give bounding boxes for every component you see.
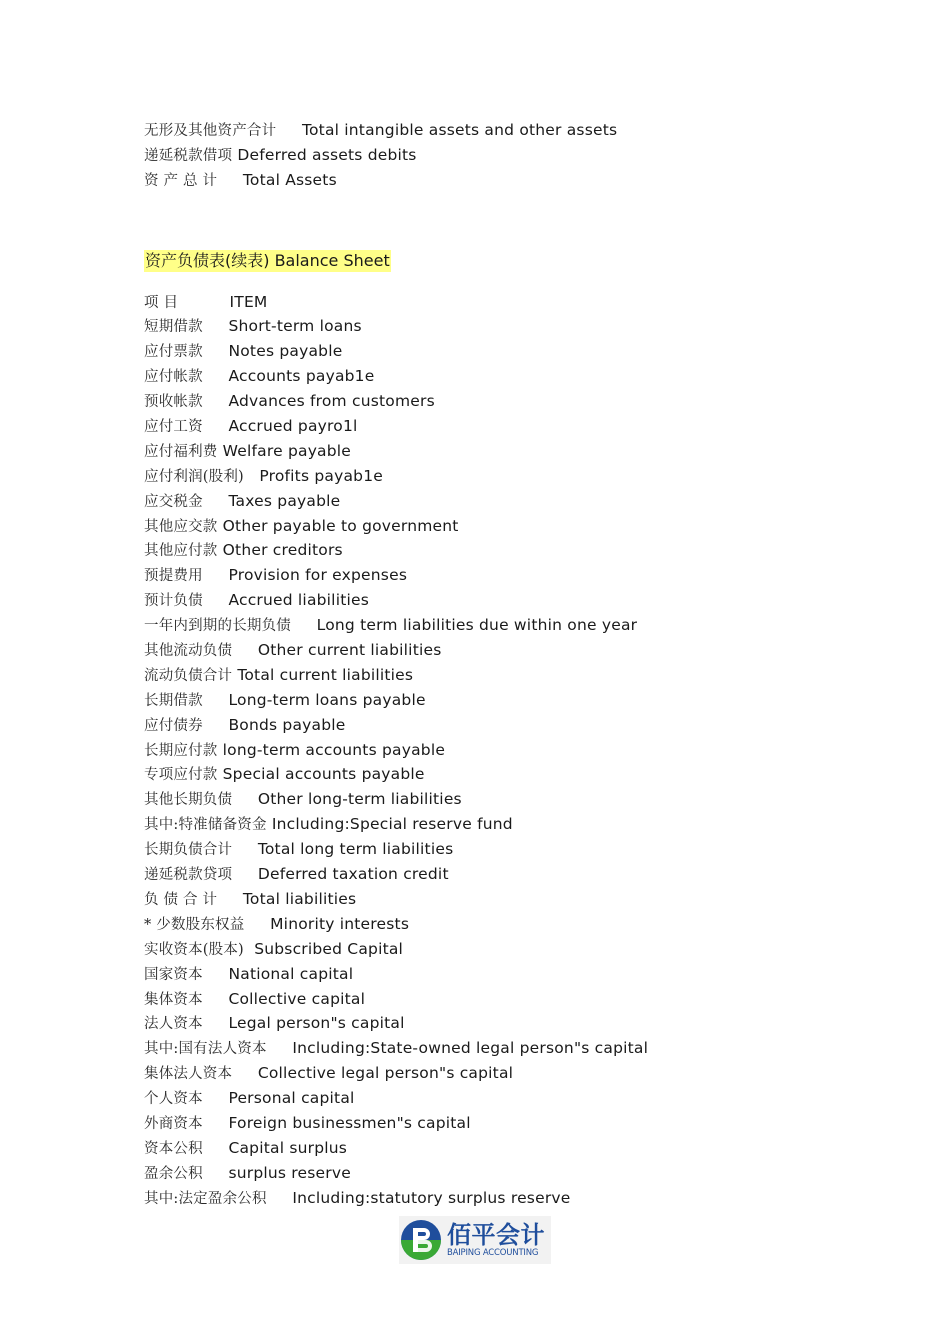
term-chinese: 其中:国有法人资本 [144, 1041, 267, 1058]
term-english: Accrued payro1l [228, 417, 358, 436]
term-english: Accounts payab1e [228, 367, 375, 386]
term-chinese: 应付利润(股利) [144, 468, 244, 485]
term-english: Collective legal person"s capital [257, 1064, 514, 1083]
term-list [144, 290, 844, 1211]
term-english: Total liabilities [242, 889, 357, 908]
term-separator [203, 990, 229, 1008]
term-english: Long-term loans payable [228, 690, 426, 709]
term-chinese: 长期借款 [144, 692, 203, 709]
term-english: Special accounts payable [222, 765, 425, 784]
term-line-item [144, 1111, 844, 1136]
term-separator [203, 1139, 229, 1157]
term-english: Deferred assets debits [237, 145, 417, 164]
term-line-item [144, 339, 844, 364]
term-english: Other long-term liabilities [257, 790, 462, 809]
section-title: 资产负债表(续表) Balance Sheet [145, 250, 390, 270]
term-chinese: 应付债券 [144, 717, 203, 734]
term-line-item [144, 414, 844, 439]
term-english: Bonds payable [228, 715, 346, 734]
term-separator [244, 467, 259, 485]
top-lines-block [144, 118, 844, 193]
term-english: Taxes payable [228, 491, 341, 510]
term-chinese: 其他应付款 [144, 543, 218, 560]
term-english: long-term accounts payable [222, 740, 446, 759]
term-english: Long term liabilities due within one year [316, 616, 638, 635]
term-english: Subscribed Capital [254, 939, 404, 958]
term-separator [178, 293, 229, 311]
term-line-item [144, 563, 844, 588]
term-separator [203, 691, 229, 709]
term-separator [203, 342, 229, 360]
term-english: National capital [228, 964, 354, 983]
section-title-row [144, 249, 844, 274]
term-chinese: 其他应交款 [144, 518, 218, 535]
term-separator [267, 1189, 293, 1207]
term-english: Total current liabilities [237, 665, 414, 684]
term-chinese: 其中:法定盈余公积 [144, 1190, 267, 1207]
term-chinese: 专项应付款 [144, 767, 218, 784]
term-chinese: 实收资本(股本) [144, 941, 244, 958]
term-chinese: 预收帐款 [144, 394, 203, 411]
term-english: Total Assets [242, 170, 337, 189]
term-line-item [144, 987, 844, 1012]
top-line-item [144, 118, 844, 143]
term-chinese: 预提费用 [144, 568, 203, 585]
term-english: Other payable to government [222, 516, 459, 535]
term-line-item [144, 688, 844, 713]
term-separator [203, 492, 229, 510]
term-chinese: 法人资本 [144, 1016, 203, 1033]
term-separator [232, 1064, 258, 1082]
term-chinese: 负 债 合 计 [144, 891, 218, 908]
term-separator [203, 566, 229, 584]
term-line-item [144, 713, 844, 738]
term-line-item [144, 290, 844, 315]
term-line-item [144, 837, 844, 862]
term-line-item [144, 1011, 844, 1036]
term-chinese: 长期负债合计 [144, 842, 233, 859]
term-line-item [144, 1136, 844, 1161]
term-separator [203, 317, 229, 335]
term-chinese: 递延税款借项 [144, 147, 233, 164]
term-chinese: 项 目 [144, 294, 179, 311]
term-english: Other current liabilities [257, 641, 442, 660]
term-chinese: 预计负债 [144, 593, 203, 610]
term-separator [203, 367, 229, 385]
term-english: ITEM [229, 292, 268, 311]
term-separator [232, 641, 258, 659]
term-english: Welfare payable [222, 441, 352, 460]
term-english: Notes payable [228, 342, 343, 361]
term-chinese: 应付票款 [144, 344, 203, 361]
term-chinese: 其他长期负债 [144, 792, 233, 809]
baiping-logo [399, 1216, 551, 1264]
term-line-item [144, 514, 844, 539]
term-english: Total intangible assets and other assets [301, 121, 618, 139]
term-line-item [144, 489, 844, 514]
term-chinese: 递延税款贷项 [144, 867, 233, 884]
term-chinese: 国家资本 [144, 966, 203, 983]
term-separator [203, 591, 229, 609]
term-chinese: 应付福利费 [144, 443, 218, 460]
top-line-item [144, 143, 844, 168]
term-english: Capital surplus [228, 1138, 348, 1157]
term-line-item [144, 887, 844, 912]
term-separator [203, 716, 229, 734]
term-chinese: 外商资本 [144, 1115, 203, 1132]
term-line-item [144, 389, 844, 414]
term-english: Including:Special reserve fund [271, 815, 513, 834]
term-english: Minority interests [270, 914, 410, 933]
term-line-item [144, 787, 844, 812]
term-separator [203, 965, 229, 983]
term-line-item [144, 1086, 844, 1111]
term-line-item [144, 1036, 844, 1061]
term-separator [244, 940, 254, 958]
term-line-item [144, 1061, 844, 1086]
term-english: Deferred taxation credit [257, 865, 449, 884]
term-english: Including:statutory surplus reserve [292, 1188, 571, 1207]
term-chinese: 其中:特准储备资金 [144, 817, 267, 834]
term-separator [203, 1114, 229, 1132]
term-english: Foreign businessmen"s capital [228, 1113, 471, 1132]
term-chinese: 个人资本 [144, 1091, 203, 1108]
term-line-item [144, 464, 844, 489]
term-chinese: 流动负债合计 [144, 667, 233, 684]
term-separator [203, 392, 229, 410]
term-separator [244, 915, 270, 933]
term-line-item [144, 439, 844, 464]
term-chinese: 盈余公积 [144, 1165, 203, 1182]
term-line-item [144, 588, 844, 613]
baiping-logo-icon [399, 1218, 443, 1262]
term-line-item [144, 912, 844, 937]
term-separator [232, 840, 258, 858]
term-line-item [144, 937, 844, 962]
term-chinese: 集体资本 [144, 991, 203, 1008]
term-line-item [144, 862, 844, 887]
term-english: Legal person"s capital [228, 1014, 405, 1033]
term-english: Total long term liabilities [257, 840, 454, 859]
term-english: surplus reserve [228, 1163, 351, 1182]
term-english: Collective capital [228, 989, 366, 1008]
term-chinese: * 少数股东权益 [144, 916, 245, 933]
term-chinese: 应付帐款 [144, 369, 203, 386]
top-line-item [144, 168, 844, 193]
term-line-item [144, 962, 844, 987]
term-separator [291, 616, 317, 634]
term-chinese: 集体法人资本 [144, 1066, 233, 1083]
logo-name-en: BAIPING ACCOUNTING [447, 1248, 539, 1258]
term-separator [232, 790, 258, 808]
term-english: Provision for expenses [228, 566, 408, 585]
term-line-item [144, 812, 844, 837]
term-separator [217, 890, 243, 908]
term-line-item [144, 314, 844, 339]
term-chinese: 资本公积 [144, 1140, 203, 1157]
term-line-item [144, 738, 844, 763]
document-body [144, 118, 844, 1211]
term-english: Other creditors [222, 541, 343, 560]
term-english: Advances from customers [228, 392, 435, 411]
term-english: Personal capital [228, 1089, 355, 1108]
term-separator [203, 1164, 229, 1182]
term-separator [203, 417, 229, 435]
term-line-item [144, 364, 844, 389]
term-chinese: 长期应付款 [144, 742, 218, 759]
term-separator [267, 1039, 293, 1057]
term-line-item [144, 762, 844, 787]
term-line-item [144, 638, 844, 663]
term-line-item [144, 1186, 844, 1211]
term-chinese: 一年内到期的长期负债 [144, 618, 291, 635]
term-chinese: 其他流动负债 [144, 643, 233, 660]
term-line-item [144, 538, 844, 563]
term-chinese: 短期借款 [144, 319, 203, 336]
term-line-item [144, 613, 844, 638]
term-separator [217, 171, 243, 189]
term-chinese: 应付工资 [144, 419, 203, 436]
term-separator [276, 121, 302, 139]
term-chinese: 应交税金 [144, 493, 203, 510]
term-english: Profits payab1e [259, 466, 383, 485]
term-english: Accrued liabilities [228, 591, 369, 610]
term-separator [203, 1089, 229, 1107]
logo-name-cn: 佰平会计 [447, 1221, 545, 1249]
term-separator [203, 1014, 229, 1032]
term-line-item [144, 663, 844, 688]
term-line-item [144, 1161, 844, 1186]
term-separator [232, 865, 258, 883]
term-english: Short-term loans [228, 317, 362, 336]
term-chinese: 资 产 总 计 [144, 172, 218, 189]
term-chinese: 无形及其他资产合计 [144, 123, 277, 139]
term-english: Including:State-owned legal person"s capital [292, 1039, 649, 1058]
